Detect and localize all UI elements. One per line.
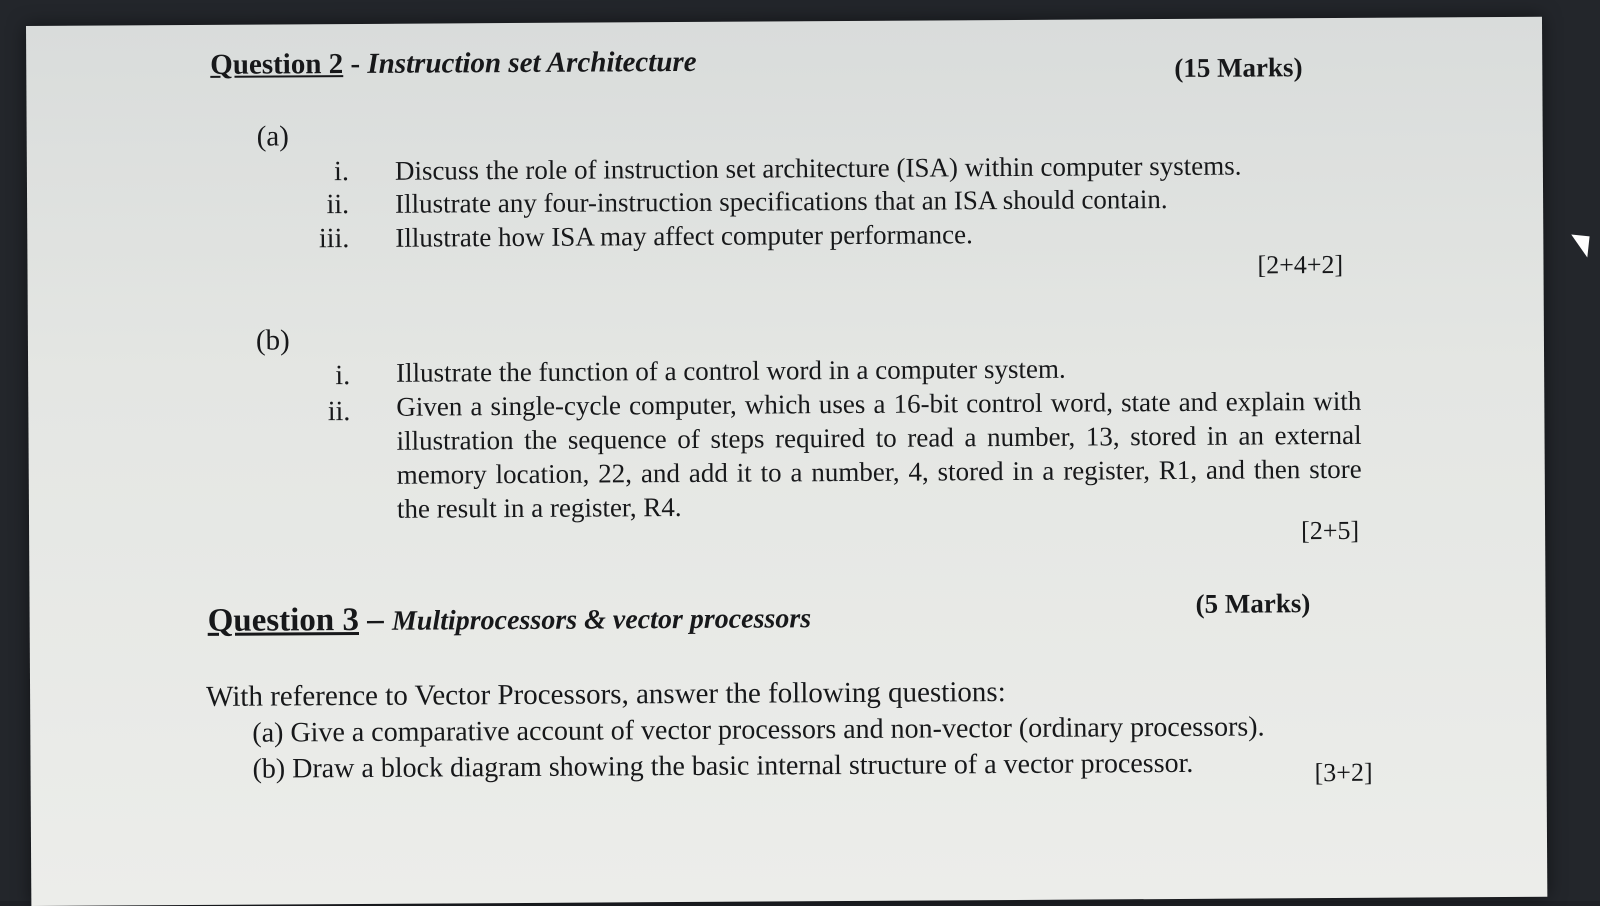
q2b-item-2-text: Given a single-cycle computer, which uses a 16-bit control word, state and explain with illustration the sequence of steps required to read a number, 13, stored in an external memory location, 22, and add it to a number, 4, stored in a register, R1, and then store the result in a register, R4. bbox=[396, 385, 1362, 524]
exam-page bbox=[26, 17, 1547, 906]
q2-part-a-label: (a) bbox=[256, 120, 289, 153]
q3-number: Question 3 bbox=[207, 601, 360, 639]
q2a-allocation: [2+4+2] bbox=[1257, 249, 1344, 280]
q2b-item-1-text: Illustrate the function of a control word in a computer system. bbox=[396, 353, 1066, 388]
q3-separator: – bbox=[358, 601, 393, 638]
q3-heading bbox=[208, 599, 812, 640]
q2-number: Question 2 bbox=[210, 48, 344, 81]
mouse-pointer-icon bbox=[1571, 227, 1599, 258]
q2a-item-3-text: Illustrate how ISA may affect computer performance. bbox=[395, 219, 973, 253]
q2-subtitle: Instruction set Architecture bbox=[367, 45, 697, 80]
q3-marks: (5 Marks) bbox=[1195, 588, 1311, 619]
q2b-item-1-numeral: i. bbox=[335, 360, 351, 392]
q2-heading bbox=[210, 46, 697, 82]
q2-marks: (15 Marks) bbox=[1174, 52, 1303, 83]
q3-intro: With reference to Vector Processors, answer the following questions: bbox=[206, 676, 1006, 713]
q3-item-b-text: Draw a block diagram showing the basic internal structure of a vector processor. bbox=[292, 747, 1194, 785]
q2a-item-3-numeral: iii. bbox=[318, 223, 350, 255]
q2a-item-1-numeral: i. bbox=[334, 156, 349, 188]
q2-separator: - bbox=[343, 47, 368, 81]
q3-allocation: [3+2] bbox=[1314, 757, 1373, 788]
q2b-item-2-numeral: ii. bbox=[327, 396, 351, 428]
q3-item-b-label: (b) bbox=[252, 753, 286, 785]
q3-item-a-text: Give a comparative account of vector processors and non-vector (ordinary processors). bbox=[290, 711, 1265, 749]
q3-item-b bbox=[252, 748, 1193, 786]
q3-item-a-label: (a) bbox=[252, 717, 284, 749]
q3-subtitle: Multiprocessors & vector processors bbox=[391, 603, 812, 637]
q3-item-a bbox=[252, 711, 1264, 749]
q2b-allocation: [2+5] bbox=[1301, 515, 1360, 546]
q2a-item-2-numeral: ii. bbox=[326, 189, 350, 221]
q2a-item-1-text: Discuss the role of instruction set architecture (ISA) within computer systems. bbox=[394, 150, 1242, 186]
q2a-item-2-text: Illustrate any four-instruction specifications that an ISA should contain. bbox=[395, 184, 1168, 219]
q2-part-b-label: (b) bbox=[255, 324, 290, 357]
